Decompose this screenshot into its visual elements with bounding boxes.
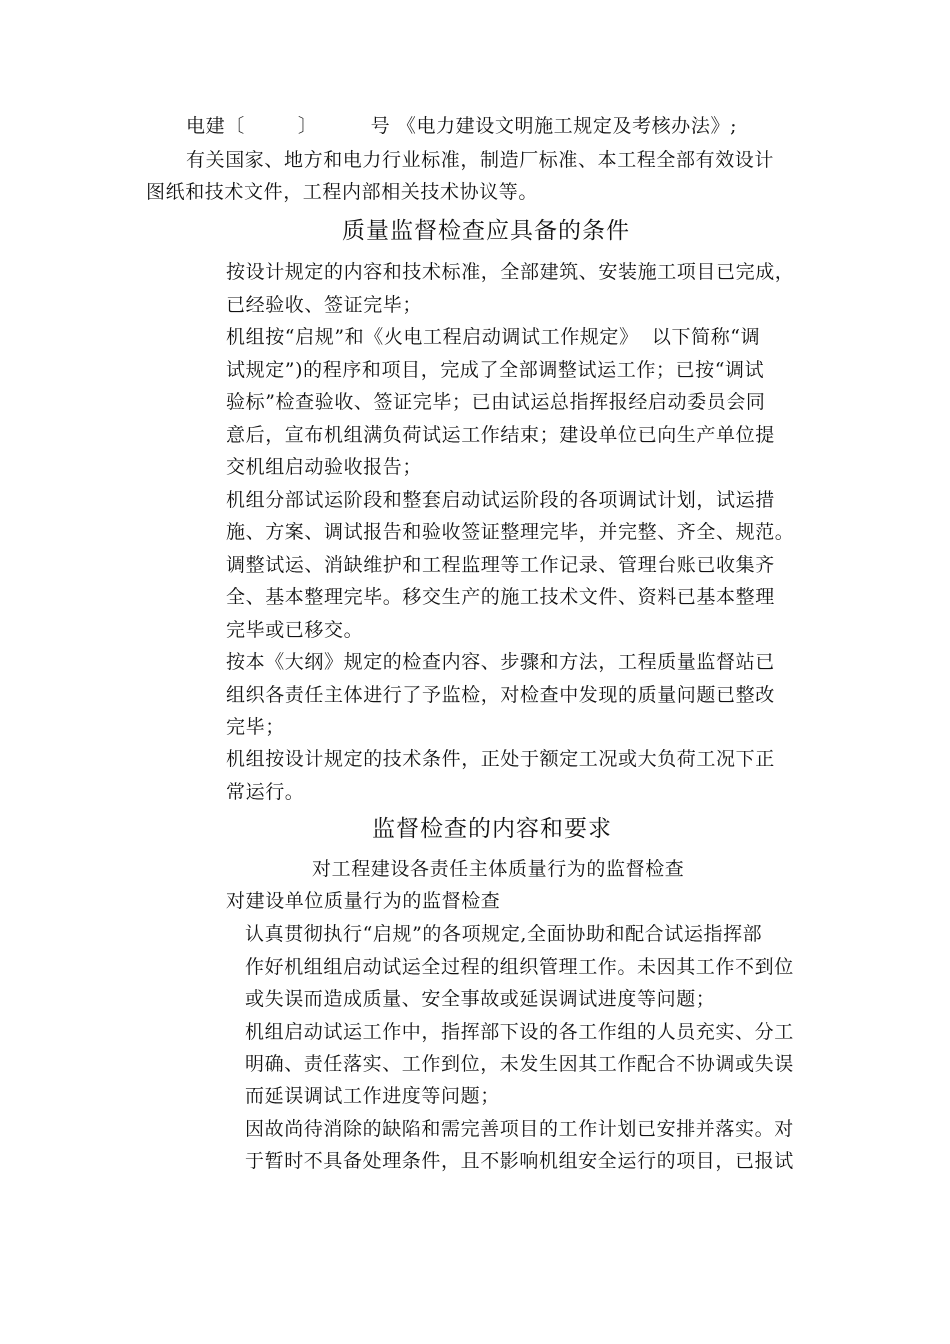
section1-line: 全、基本整理完毕。移交生产的施工技术文件、资料已基本整理 <box>226 586 775 608</box>
section1-title: 质量监督检查应具备的条件 <box>342 218 630 244</box>
section1-line: 机组分部试运阶段和整套启动试运阶段的各项调试计划，试运措 <box>226 489 775 511</box>
section1-line: 组织各责任主体进行了予监检，对检查中发现的质量问题已整改 <box>226 684 775 706</box>
section1-line: 机组按设计规定的技术条件，正处于额定工况或大负荷工况下正 <box>226 748 775 770</box>
section1-line: 施、方案、调试报告和验收签证整理完毕，并完整、齐全、规范。 <box>226 521 795 543</box>
section1-line: 意后，宣布机组满负荷试运工作结束；建设单位已向生产单位提 <box>226 424 775 446</box>
section1-line: 交机组启动验收报告； <box>226 456 423 478</box>
section1-line: 机组按“启规”和《火电工程启动调试工作规定》 以下简称“调 <box>226 326 761 348</box>
intro-line-2: 有关国家、地方和电力行业标准，制造厂标准、本工程全部有效设计 <box>186 149 775 171</box>
section1-line: 按设计规定的内容和技术标准，全部建筑、安装施工项目已完成， <box>226 261 795 283</box>
section1-line: 常运行。 <box>226 781 305 803</box>
section1-line: 已经验收、签证完毕； <box>226 294 423 316</box>
section2-subtitle: 对工程建设各责任主体质量行为的监督检查 <box>312 858 685 880</box>
section2-line: 因故尚待消除的缺陷和需完善项目的工作计划已安排并落实。对 <box>245 1118 794 1140</box>
section2-title: 监督检查的内容和要求 <box>372 816 612 842</box>
section2-line: 明确、责任落实、工作到位，未发生因其工作配合不协调或失误 <box>245 1053 794 1075</box>
section2-line: 认真贯彻执行“启规”的各项规定,全面协助和配合试运指挥部 <box>245 923 763 945</box>
section1-line: 试规定”)的程序和项目，完成了全部调整试运工作；已按“调试 <box>226 359 765 381</box>
intro-line-3: 图纸和技术文件，工程内部相关技术协议等。 <box>146 181 539 203</box>
section2-line: 而延误调试工作进度等问题； <box>245 1085 500 1107</box>
section2-line: 机组启动试运工作中，指挥部下设的各工作组的人员充实、分工 <box>245 1021 794 1043</box>
section1-line: 按本《大纲》规定的检查内容、步骤和方法，工程质量监督站已 <box>226 651 775 673</box>
intro-line-1: 电建〔 〕 号 《电力建设文明施工规定及考核办法》; <box>186 115 738 137</box>
section1-line: 调整试运、消缺维护和工程监理等工作记录、管理台账已收集齐 <box>226 554 775 576</box>
section1-line: 完毕； <box>226 716 285 738</box>
section2-line: 或失误而造成质量、安全事故或延误调试进度等问题； <box>245 988 716 1010</box>
section2-line: 作好机组组启动试运全过程的组织管理工作。未因其工作不到位 <box>245 956 794 978</box>
section1-line: 完毕或已移交。 <box>226 619 364 641</box>
section2-subsection: 对建设单位质量行为的监督检查 <box>226 890 501 912</box>
section1-line: 验标”检查验收、签证完毕；已由试运总指挥报经启动委员会同 <box>226 391 766 413</box>
section2-line: 于暂时不具备处理条件，且不影响机组安全运行的项目，已报试 <box>245 1150 794 1172</box>
